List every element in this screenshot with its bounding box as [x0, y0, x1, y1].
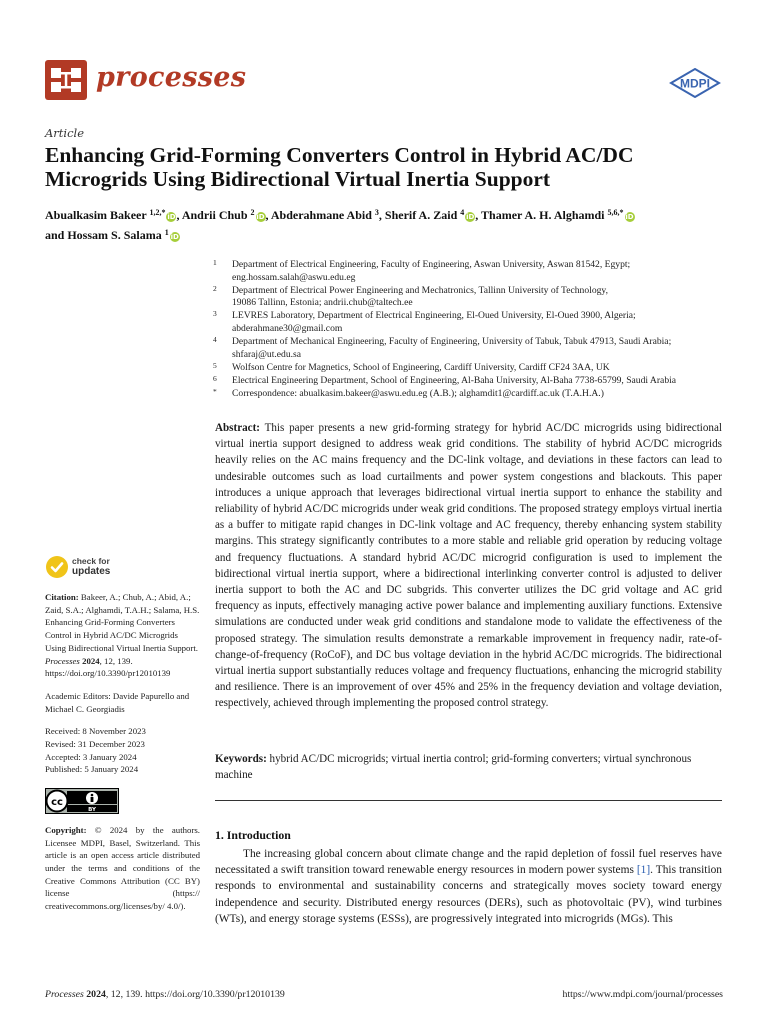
affiliation-item — [213, 375, 733, 388]
affiliation-item — [213, 362, 733, 375]
orcid-icon[interactable]: iD — [256, 213, 265, 221]
affiliation-list — [213, 259, 733, 401]
section-heading-introduction: 1. Introduction — [215, 828, 291, 842]
affiliation-line: Department of Electrical Power Engineering and Mechatronics, Tallinn University of Technology, — [232, 284, 608, 296]
section-divider — [215, 800, 722, 801]
orcid-icon[interactable]: iD — [466, 213, 475, 221]
orcid-icon[interactable]: iD — [625, 213, 634, 221]
citation-rest: , 12, 139. https://doi.org/10.3390/pr12010139 — [45, 655, 171, 679]
affiliation-line: shfaraj@ut.edu.sa — [232, 348, 302, 360]
academic-editors: Academic Editors: Davide Papurello and Michael C. Georgiadis — [45, 690, 190, 714]
affiliation-line: Wolfson Centre for Magnetics, School of Engineering, Cardiff University, Cardiff CF24 3AA, UK — [232, 361, 610, 373]
affiliation-item — [213, 259, 733, 284]
check-updates-icon — [45, 555, 69, 579]
author-separator: , — [475, 208, 482, 222]
affiliation-number: 5 — [213, 360, 217, 370]
processes-logo-icon — [45, 60, 87, 100]
copyright-block — [45, 824, 200, 913]
footer-year: 2024 — [86, 989, 106, 1000]
author-list — [45, 204, 735, 244]
affiliation-number: 3 — [213, 309, 217, 319]
affiliation-number: * — [213, 386, 217, 396]
keywords-label: Keywords: — [215, 753, 267, 765]
check-updates-line1: check for — [72, 556, 110, 566]
author-name: Sherif A. Zaid — [384, 208, 461, 222]
author-affiliation-sup: 1 — [164, 228, 169, 237]
mdpi-logo-icon — [669, 68, 721, 98]
footer-journal-url[interactable]: https://www.mdpi.com/journal/processes — [562, 989, 723, 1000]
citation-block — [45, 591, 200, 680]
introduction-paragraph — [215, 846, 722, 927]
affiliation-line: abderahmane30@gmail.com — [232, 322, 343, 334]
date-published: Published: 5 January 2024 — [45, 764, 139, 775]
copyright-text: © 2024 by the authors. Licensee MDPI, Basel, Switzerland. This article is an open access article distributed under the terms and conditions of the Creative Commons Attribution (CC BY) license (https:// creativecommons.org/licenses/by/ 4.0/). — [45, 824, 200, 912]
intro-text-part2: . This transition responds to environmental and sustainability concerns and strategically moves society toward energy independence and security. Distributed energy resources (DERs), such as photovoltaic (PV), wind turbines (WTs), and energy storage systems (ESSs), are progressively integrated into microgrids (MGs). This — [215, 864, 722, 925]
cc-by-license-icon[interactable] — [45, 788, 119, 814]
article-type: Article — [45, 126, 85, 140]
citation-year: 2024 — [82, 655, 100, 666]
affiliation-line: eng.hossam.salah@aswu.edu.eg — [232, 271, 356, 283]
publication-dates — [45, 725, 200, 776]
affiliation-line: Electrical Engineering Department, School of Engineering, Al-Baha University, Al-Baha 7738-65799, Saudi Arabia — [232, 374, 677, 386]
intro-text-part1: The increasing global concern about climate change and the rapid depletion of fossil fuel reserves have necessitated a swift transition toward renewable energy resources in modern power systems — [215, 848, 722, 877]
author-affiliation-sup: 5,6,* — [607, 208, 624, 217]
author-separator: , — [265, 208, 271, 222]
author-name: Thamer A. H. Alghamdi — [481, 208, 608, 222]
affiliation-line: LEVRES Laboratory, Department of Electrical Engineering, El-Oued University, El-Oued 3900, Algeria; — [232, 310, 636, 322]
affiliation-number: 2 — [213, 283, 217, 293]
article-sidebar — [45, 555, 200, 923]
date-revised: Revised: 31 December 2023 — [45, 739, 145, 750]
journal-header — [45, 60, 725, 104]
affiliation-line: Correspondence: abualkasim.bakeer@aswu.edu.eg (A.B.); alghamdit1@cardiff.ac.uk (T.A.H.A.) — [232, 387, 604, 399]
date-received: Received: 8 November 2023 — [45, 726, 146, 737]
citation-text: Bakeer, A.; Chub, A.; Abid, A.; Zaid, S.A.; Alghamdi, T.A.H.; Salama, H.S. Enhancing Grid-Forming Converters Control in Hybrid AC/DC Microgrids Using Bidirectional Virtual Inertia Support. — [45, 592, 200, 653]
affiliation-line: Department of Mechanical Engineering, Faculty of Engineering, University of Tabuk, Tabuk 47913, Saudi Arabia; — [232, 336, 672, 348]
abstract — [215, 420, 722, 712]
author-name: Andrii Chub — [181, 208, 251, 222]
orcid-icon[interactable]: iD — [167, 213, 176, 221]
author-separator: , — [176, 208, 182, 222]
author-affiliation-sup: 3 — [374, 208, 379, 217]
reference-link-1[interactable]: [1] — [636, 864, 651, 877]
copyright-label: Copyright: — [45, 824, 87, 835]
affiliation-line: 19086 Tallinn, Estonia; andrii.chub@taltech.ee — [232, 297, 413, 309]
author-name: Abualkasim Bakeer — [45, 208, 150, 222]
citation-label: Citation: — [45, 592, 79, 602]
author-name: and Hossam S. Salama — [45, 228, 165, 242]
author-affiliation-sup: 2 — [250, 208, 255, 217]
affiliation-number: 4 — [213, 335, 217, 345]
footer-citation — [45, 989, 285, 1000]
author-affiliation-sup: 1,2,* — [149, 208, 166, 217]
keywords-text: hybrid AC/DC microgrids; virtual inertia control; grid-forming converters; virtual synchronous machine — [215, 753, 692, 782]
affiliation-line: Department of Electrical Engineering, Faculty of Engineering, Aswan University, Aswan 81542, Egypt; — [232, 259, 631, 270]
date-accepted: Accepted: 3 January 2024 — [45, 751, 137, 762]
mdpi-logo-text: MDPI — [680, 76, 710, 91]
affiliation-number: 1 — [213, 258, 217, 267]
abstract-label: Abstract: — [215, 422, 260, 434]
check-updates-line2: updates — [72, 565, 111, 577]
footer-journal: Processes — [45, 989, 84, 1000]
check-for-updates-button[interactable] — [45, 555, 135, 583]
svg-text:cc: cc — [51, 797, 63, 809]
affiliation-item — [213, 388, 733, 401]
cc-badge-label: BY — [88, 807, 96, 814]
affiliation-item — [213, 336, 733, 361]
affiliation-number: 6 — [213, 373, 217, 383]
orcid-icon[interactable]: iD — [170, 233, 179, 241]
abstract-text: This paper presents a new grid-forming strategy for hybrid AC/DC microgrids using bidirectional virtual inertia support designed to address weak grid conditions. The stability of hybrid AC/DC microgrids heavily relies on the AC mains frequency and the DC-link voltage, and deviations in these factors can lead to undesirable outcomes such as load curtailments and power system congestions and blackouts. This paper introduces a unique approach that leverages bidirectional virtual inertia support to enhance the stability and reliability of hybrid AC/DC microgrids under weak grid conditions. The proposed strategy employs virtual inertia as a buffer to mitigate rapid changes in DC-link voltage and AC frequency, thereby enhancing system stability margins. This strategy significantly contributes to a more stable and reliable grid operation by reducing voltage and frequency fluctuations. A standard hybrid AC/DC microgrid configuration is used to implement the bidirectional virtual inertia support, where a bidirectional interlinking converter control is adjusted to deliver inertia support to both the AC and DC subgrids. This converter utilizes the DC grid voltage and AC grid frequency as inputs, effectively managing active power balance and implementing auxiliary functions. Extensive simulations are conducted under weak grid conditions and standalone mode to validate the effectiveness of the proposed strategy. The simulation results demonstrate a remarkable improvement in frequency nadir, rate-of-change-of-frequency (RoCoF), and DC bus voltage deviation in the hybrid AC/DC microgrids. The bidirectional virtual inertia support substantially reduces voltage and frequency fluctuations, enhancing the microgrid stability and resilience. There is an improvement of over 45% and 25% in the frequency deviation and voltage deviation, respectively, achieved through implementing the proposed control strategy. — [215, 422, 722, 710]
citation-journal: Processes — [45, 655, 80, 666]
affiliation-item — [213, 310, 733, 335]
footer-rest: , 12, 139. https://doi.org/10.3390/pr12010139 — [105, 989, 285, 1000]
journal-name: processes — [96, 62, 247, 93]
author-affiliation-sup: 4 — [460, 208, 465, 217]
article-title: Enhancing Grid-Forming Converters Control in Hybrid AC/DC Microgrids Using Bidirectional Virtual Inertia Support — [45, 143, 634, 191]
affiliation-item — [213, 285, 733, 310]
author-name: Abderahmane Abid — [270, 208, 375, 222]
keywords — [215, 751, 722, 783]
author-separator: , — [378, 208, 385, 222]
